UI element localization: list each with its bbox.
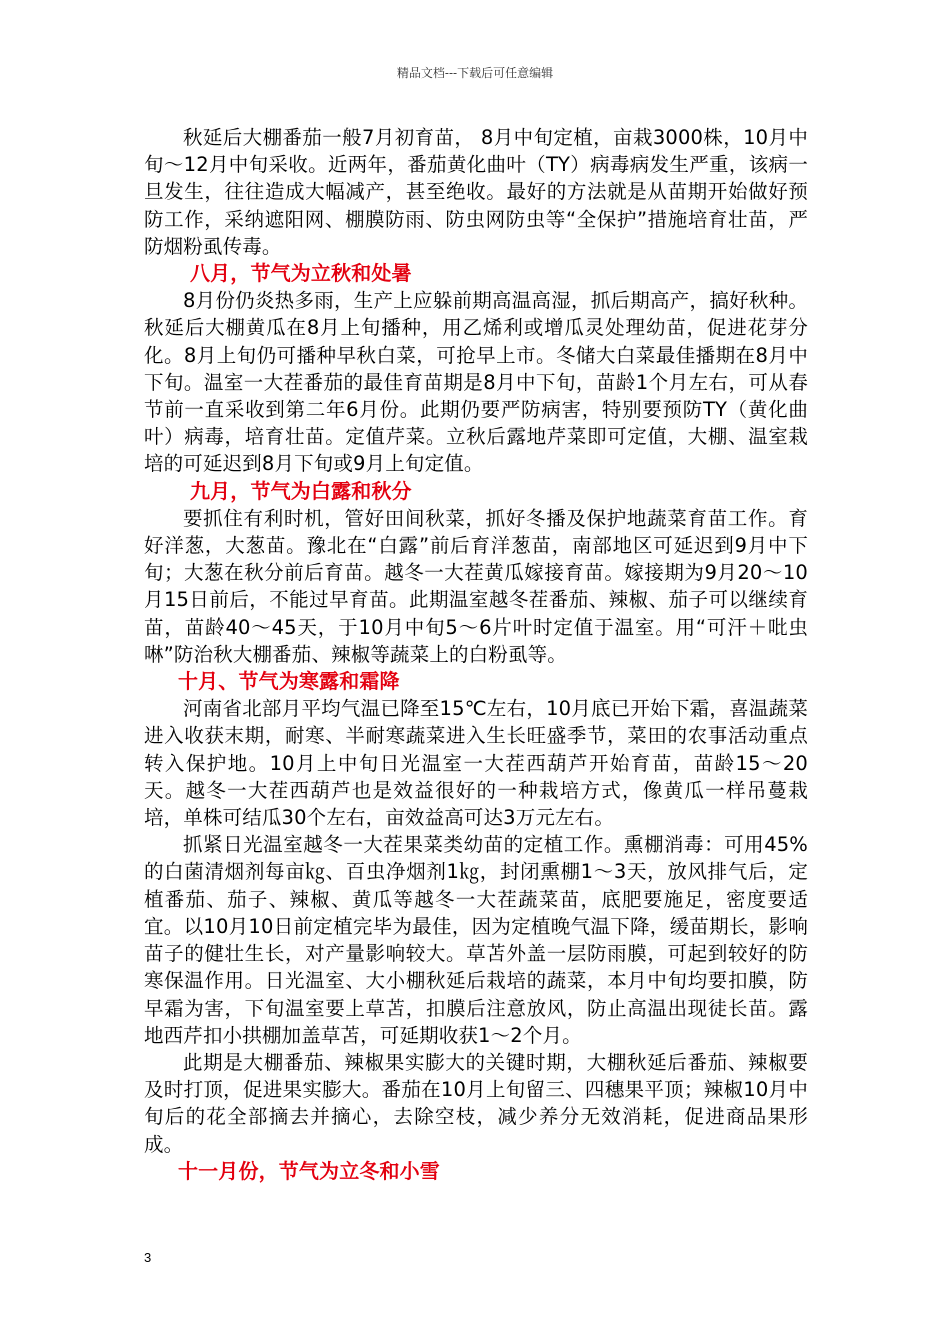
paragraph-august: 8月份仍炎热多雨，生产上应躲前期高温高湿，抓后期高产，搞好秋种。秋延后大棚黄瓜在8月上旬播种，用乙烯利或增瓜灵处理幼苗，促进花芽分化。8月上旬仍可播种早秋白菜，可抢早上市。冬储大白菜最佳播期在8月中下旬。温室一大茬番茄的最佳育苗期是8月中下旬，苗龄1个月左右，可从春节前一直采收到第二年6月份。此期仍要严防病害，特别要预防TY（黄化曲叶）病毒，培育壮苗。定值芹菜。立秋后露地芹菜即可定值，大棚、温室栽培的可延迟到8月下旬或9月上旬定值。: [144, 289, 808, 476]
paragraph-september: 要抓住有利时机，管好田间秋菜，抓好冬播及保护地蔬菜育苗工作。育好洋葱，大葱苗。豫北在“白露”前后育洋葱苗，南部地区可延迟到9月中下旬；大葱在秋分前后育苗。越冬一大茬黄瓜嫁接育苗。嫁接期为9月20～10月15日前后，不能过早育苗。此期温室越冬茬番茄、辣椒、茄子可以继续育苗，苗龄40～45天，于10月中旬5～6片叶时定值于温室。用“可汗＋吡虫啉”防治秋大棚番茄、辣椒等蔬菜上的白粉虱等。: [144, 506, 808, 666]
paragraph-october-2: 抓紧日光温室越冬一大茬果菜类幼苗的定植工作。熏棚消毒：可用45%的白菌清烟剂每亩㎏、百虫净烟剂1㎏，封闭熏棚1～3天，放风排气后，定植番茄、茄子、辣椒、黄瓜等越冬一大茬蔬菜苗，底肥要施足，密度要适宜。以10月10日前定植完毕为最佳，因为定植晚气温下降，缓苗期长，影响苗子的健壮生长，对产量影响较大。草苫外盖一层防雨膜，可起到较好的防寒保温作用。日光温室、大小棚秋延后栽培的蔬菜，本月中旬均要扣膜，防早霜为害，下旬温室要上草苫，扣膜后注意放风，防止高温出现徒长苗。露地西芹扣小拱棚加盖草苫，可延期收获1～2个月。: [144, 833, 808, 1047]
section-heading-october: 十月、节气为寒露和霜降: [178, 669, 400, 694]
section-heading-september: 九月，节气为白露和秋分: [190, 478, 412, 503]
page-header: 精品文档---下载后可任意编辑: [396, 66, 554, 80]
paragraph-october-1: 河南省北部月平均气温已降至15℃左右，10月底已开始下霜，喜温蔬菜进入收获末期，耐寒、半耐寒蔬菜进入生长旺盛季节，菜田的农事活动重点转入保护地。10月上中旬日光温室一大茬西葫芦开始育苗，苗龄15～20天。越冬一大茬西葫芦也是效益很好的一种栽培方式，像黄瓜一样吊蔓栽培，单株可结瓜30个左右，亩效益高可达3万元左右。: [144, 697, 808, 830]
paragraph-october-3: 此期是大棚番茄、辣椒果实膨大的关键时期，大棚秋延后番茄、辣椒要及时打顶，促进果实膨大。番茄在10月上旬留三、四穗果平顶；辣椒10月中旬后的花全部摘去并摘心，去除空枝，减少养分无效消耗，促进商品果形成。: [144, 1050, 808, 1156]
paragraph-intro: 秋延后大棚番茄一般7月初育苗， 8月中旬定植，亩栽3000株，10月中旬～12月中旬采收。近两年，番茄黄化曲叶（TY）病毒病发生严重，该病一旦发生，往往造成大幅减产，甚至绝收。最好的方法就是从苗期开始做好预防工作，采纳遮阳网、棚膜防雨、防虫网防虫等“全保护”措施培育壮苗，严防烟粉虱传毒。: [144, 126, 808, 258]
section-heading-august: 八月，节气为立秋和处暑: [190, 261, 412, 286]
section-heading-november: 十一月份，节气为立冬和小雪: [178, 1158, 440, 1183]
document-body: [144, 124, 808, 1185]
page-number: 3: [144, 1250, 152, 1265]
